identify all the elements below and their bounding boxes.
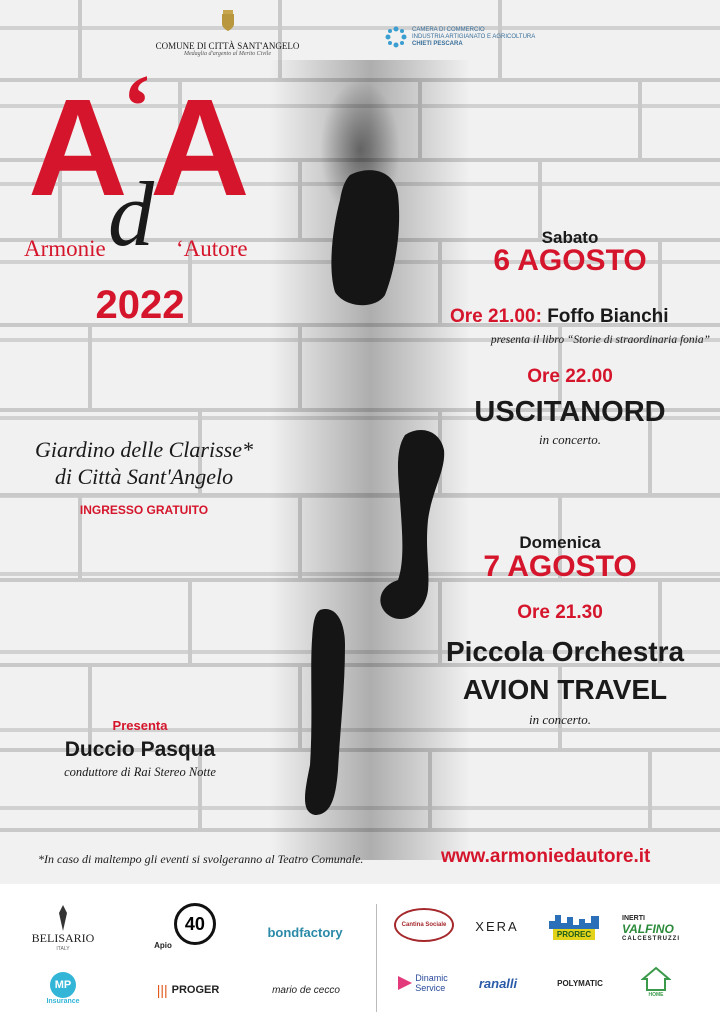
weather-footnote: *In caso di maltempo gli eventi si svolgeranno al Teatro Comunale. — [38, 852, 364, 866]
belisario-icon — [55, 905, 71, 931]
day1-act2-note: in concerto. — [538, 432, 602, 447]
free-entry: INGRESSO GRATUITO — [79, 503, 209, 517]
brand-letter-a-left: A — [28, 71, 124, 225]
host-role: conduttore di Rai Stereo Notte — [64, 765, 216, 779]
brand-letter-d: d — [108, 163, 154, 265]
sponsors-footer — [0, 884, 720, 1024]
prorec-skyline-icon — [549, 913, 599, 929]
sponsor-mario-de-cecco: mario de cecco — [272, 984, 340, 996]
brand-letter-a-right: A — [150, 71, 246, 225]
venue-line-2: di Città Sant'Angelo — [54, 464, 234, 489]
sponsor-belisario: BELISARIO ITALY — [20, 898, 106, 958]
sponsor-ranalli: ranalli — [478, 975, 518, 991]
sponsor-xera: XERA — [475, 918, 519, 934]
day1-date: 6 AGOSTO — [493, 244, 647, 277]
day1-slot1 — [450, 306, 710, 328]
day2-time1: Ore 21.30 — [517, 602, 603, 623]
day1-weekday: Sabato — [541, 228, 599, 247]
brand-armonie: Armonie — [24, 236, 106, 261]
sponsor-proger: ||| PROGER — [156, 982, 220, 998]
day1-time1: Ore 21.00: — [450, 306, 542, 327]
day1-act2: USCITANORD — [474, 396, 666, 428]
sponsor-dinamic-service: Dinamic Service — [392, 966, 454, 1000]
home-icon — [641, 966, 671, 992]
day1-act1-note: presenta il libro “Storie di straordinaria fonia” — [490, 334, 710, 346]
chamber-logo — [385, 26, 545, 48]
sponsor-apio: Apio 40 — [150, 898, 220, 950]
day1-act1: Foffo Bianchi — [547, 306, 669, 327]
day2-date: 7 AGOSTO — [483, 550, 637, 583]
chamber-line-1: CAMERA DI COMMERCIO — [412, 26, 485, 33]
day1-time2: Ore 22.00 — [527, 366, 613, 387]
website-link[interactable]: www.armoniedautore.it — [441, 846, 651, 867]
sponsor-polymatic: POLYMATIC — [557, 978, 603, 988]
brand-autore: ‘Autore — [176, 236, 248, 261]
day2-act1-line2: AVION TRAVEL — [462, 674, 668, 705]
comune-name: COMUNE DI CITTÀ SANT'ANGELO — [155, 41, 300, 51]
insurance-icon: MP — [50, 972, 76, 998]
day2-act1-line1: Piccola Orchestra — [445, 636, 685, 667]
chamber-line-3: CHIETI PESCARA — [412, 40, 463, 47]
host-name: Duccio Pasqua — [64, 738, 216, 761]
venue-line-1: Giardino delle Clarisse* — [35, 437, 253, 462]
comune-logo — [150, 10, 305, 57]
sponsor-insurance: MP Insurance — [20, 964, 106, 1012]
host-label: Presenta — [112, 718, 168, 733]
comune-subtitle: Medaglia d'argento al Merito Civile — [183, 51, 272, 57]
sponsors-divider — [376, 904, 377, 1012]
dinamic-icon — [398, 976, 412, 990]
proger-icon: ||| — [156, 982, 168, 998]
sponsor-valfino: INERTI VALFINO CALCESTRUZZI — [622, 914, 680, 942]
apio-40-badge: 40 — [174, 903, 216, 945]
sponsor-bondfactory: bondfactory — [267, 924, 343, 940]
chamber-emblem-icon — [385, 26, 407, 48]
sponsor-prorec: PROREC — [544, 906, 604, 946]
coat-of-arms-icon — [220, 10, 236, 32]
day2-act1-note: in concerto. — [528, 712, 592, 727]
event-year: 2022 — [95, 283, 185, 327]
brand-apostrophe: ‘ — [122, 57, 152, 156]
venue-name — [0, 436, 288, 490]
sponsor-cantina: Cantina Sociale — [392, 906, 456, 944]
chamber-line-2: INDUSTRIA ARTIGIANATO E AGRICOLTURA — [412, 33, 536, 40]
day2-weekday: Domenica — [519, 533, 601, 552]
sponsor-home: HOME — [636, 962, 676, 1002]
